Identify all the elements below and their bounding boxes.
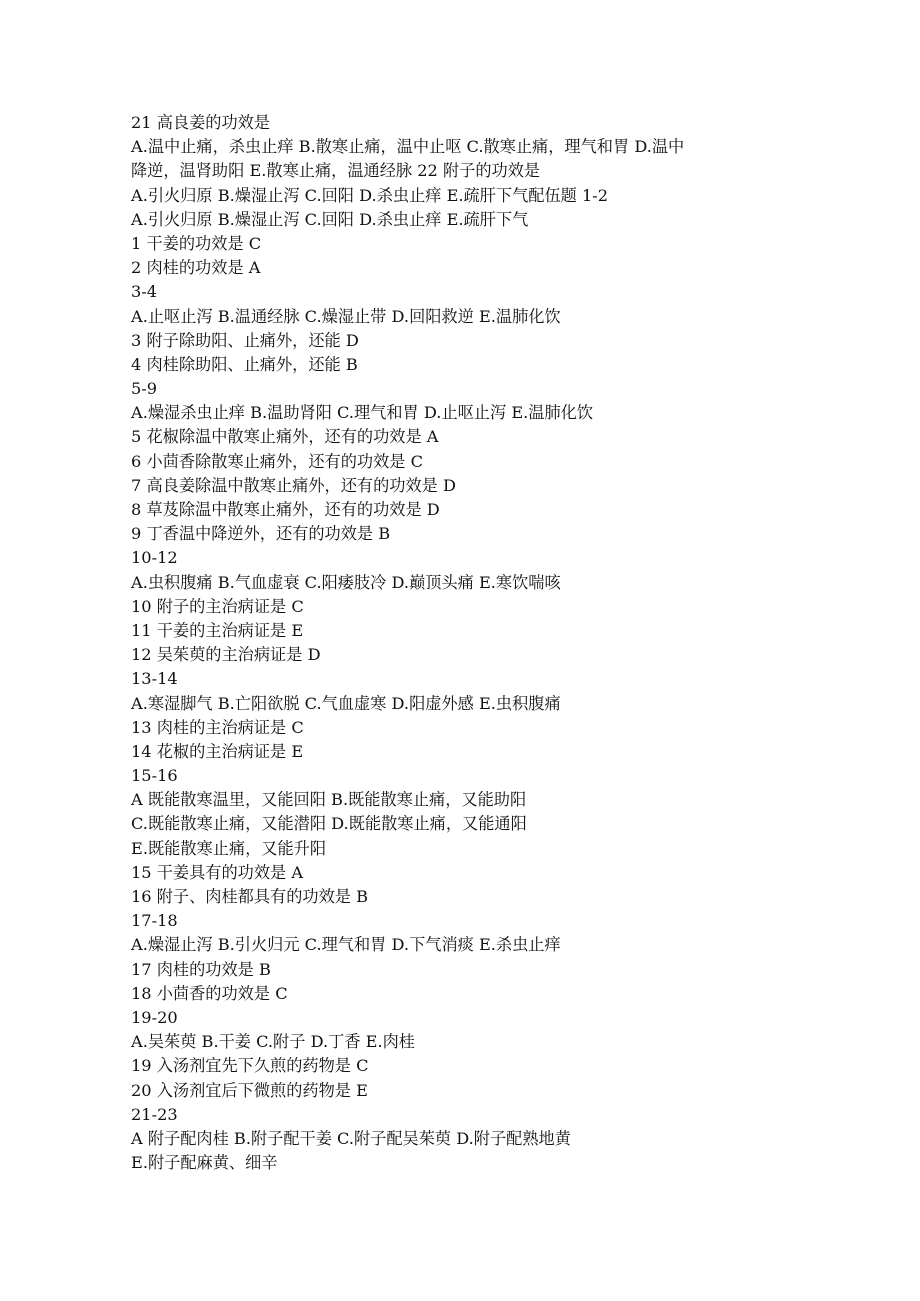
question-21-options-line-1: A.温中止痛，杀虫止痒 B.散寒止痛，温中止呕 C.散寒止痛，理气和胃 D.温中 [131, 137, 685, 157]
group-3-4-heading: 3-4 [131, 282, 158, 302]
question-15: 15 干姜具有的功效是 A [131, 862, 304, 882]
question-19: 19 入汤剂宜先下久煎的药物是 C [131, 1056, 369, 1076]
question-17: 17 肉桂的功效是 B [131, 959, 271, 979]
question-10: 10 附子的主治病证是 C [131, 596, 304, 616]
question-21-options-line-2: 降逆，温肾助阳 E.散寒止痛，温通经脉 22 附子的功效是 [131, 161, 541, 181]
question-7: 7 高良姜除温中散寒止痛外，还有的功效是 D [131, 475, 456, 495]
group-10-12-options: A.虫积腹痛 B.气血虚衰 C.阳痿肢冷 D.巅顶头痛 E.寒饮喘咳 [131, 572, 561, 592]
group-15-16-heading: 15-16 [131, 766, 178, 786]
question-6: 6 小茴香除散寒止痛外，还有的功效是 C [131, 451, 423, 471]
group-21-23-options-line-1: A 附子配肉桂 B.附子配干姜 C.附子配吴茱萸 D.附子配熟地黄 [131, 1128, 571, 1148]
question-16: 16 附子、肉桂都具有的功效是 B [131, 887, 369, 906]
question-12: 12 吴茱萸的主治病证是 D [131, 645, 321, 665]
group-15-16-options-line-1: A 既能散寒温里，又能回阳 B.既能散寒止痛，又能助阳 [131, 790, 527, 810]
group-5-9-options: A.燥湿杀虫止痒 B.温助肾阳 C.理气和胃 D.止呕止泻 E.温肺化饮 [131, 403, 594, 423]
question-2: 2 肉桂的功效是 A [131, 258, 261, 278]
group-19-20-heading: 19-20 [131, 1007, 178, 1027]
group-13-14-options: A.寒湿脚气 B.亡阳欲脱 C.气血虚寒 D.阳虚外感 E.虫积腹痛 [131, 693, 561, 713]
group-5-9-heading: 5-9 [131, 379, 158, 399]
question-11: 11 干姜的主治病证是 E [131, 620, 304, 640]
question-1: 1 干姜的功效是 C [131, 233, 262, 253]
group-15-16-options-line-2: C.既能散寒止痛，又能潜阳 D.既能散寒止痛，又能通阳 [131, 814, 527, 834]
question-13: 13 肉桂的主治病证是 C [131, 717, 304, 737]
document-page [131, 111, 781, 1175]
question-14: 14 花椒的主治病证是 E [131, 741, 304, 761]
group-13-14-heading: 13-14 [131, 669, 178, 689]
question-4: 4 肉桂除助阳、止痛外，还能 B [131, 354, 358, 374]
question-20: 20 入汤剂宜后下微煎的药物是 E [131, 1080, 368, 1100]
group-21-23-options-line-2: E.附子配麻黄、细辛 [131, 1153, 278, 1173]
group-21-23-heading: 21-23 [131, 1104, 178, 1124]
question-9: 9 丁香温中降逆外，还有的功效是 B [131, 524, 391, 544]
question-8: 8 草芨除温中散寒止痛外，还有的功效是 D [131, 500, 440, 519]
question-21-stem: 21 高良姜的功效是 [131, 113, 271, 132]
question-18: 18 小茴香的功效是 C [131, 983, 288, 1003]
group-17-18-heading: 17-18 [131, 911, 178, 931]
group-3-4-options: A.止呕止泻 B.温通经脉 C.燥湿止带 D.回阳救逆 E.温肺化饮 [131, 306, 561, 326]
group-10-12-heading: 10-12 [131, 548, 178, 568]
group-15-16-options-line-3: E.既能散寒止痛，又能升阳 [131, 838, 327, 858]
question-3: 3 附子除助阳、止痛外，还能 D [131, 330, 359, 350]
group-1-2-options: A.引火归原 B.燥湿止泻 C.回阳 D.杀虫止痒 E.疏肝下气 [131, 209, 529, 229]
question-22-options: A.引火归原 B.燥湿止泻 C.回阳 D.杀虫止痒 E.疏肝下气配伍题 1-2 [131, 185, 609, 205]
group-17-18-options: A.燥湿止泻 B.引火归元 C.理气和胃 D.下气消痰 E.杀虫止痒 [131, 935, 561, 955]
group-19-20-options: A.吴茱萸 B.干姜 C.附子 D.丁香 E.肉桂 [131, 1032, 415, 1052]
question-5: 5 花椒除温中散寒止痛外，还有的功效是 A [131, 427, 439, 447]
